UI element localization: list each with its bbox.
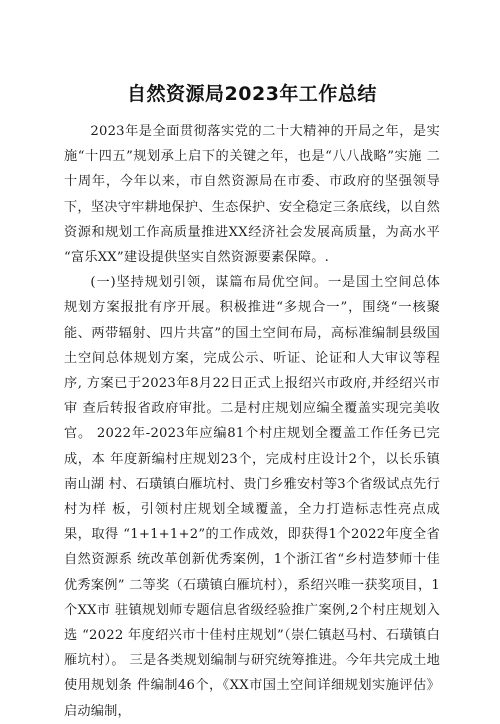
paragraph-planning: (一)坚持规划引领，谋篇布局优空间。一是国土空间总体 规划方案报批有序开展。积极推进“多规合一”，围绕“一核聚 能、两带辐射、四片共富”的国土空间布局，高标准编制县级国 土空间总体规划方案，完成公示、听证、论证和人大审议等程序, 方案已于2023年8月22日正式上报绍兴市政府,并经绍兴市审 查后转报省政府审批。二是村庄规划应编全覆盖实现完美收官。 2022年-2023年应编81个村庄规划全覆盖工作任务已完成，本 年度新编村庄规划23个，完成村庄设计2个，以长乐镇南山湖 村、石璜镇白雁坑村、贵门乡雅安村等3个省级试点先行村为样 板，引领村庄规划全域覆盖，全力打造标志性亮点成果，取得 “1+1+1+2”的工作成效，即获得1个2022年度全省自然资源系 统改革创新优秀案例，1个浙江省“乡村造梦师十佳优秀案例” 二等奖（石璜镇白雁坑村），系绍兴唯一获奖项目，1个XX市 驻镇规划师专题信息省级经验推广案例,2个村庄规划入选 “2022 年度绍兴市十佳村庄规划”（崇仁镇赵马村、石璜镇白雁坑村）。 三是各类规划编制与研究统筹推进。今年共完成土地使用规划条 件编制46个，《XX市国土空间详细规划实施评估》启动编制，: [64, 275, 440, 719]
document-title: 自然资源局2023年工作总结: [127, 83, 377, 105]
paragraph-intro: 2023年是全面贯彻落实党的二十大精神的开局之年，是实 施“十四五”规划承上启下的关键之年，也是“八八战略”实施 二十周年，今年以来，市自然资源局在市委、市政府的坚强领导 下，坚决守牢耕地保护、生态保护、安全稳定三条底线，以自然 资源和规划工作高质量推进XX经济社会发展高质量，为高水平 “富乐XX”建设提供坚实自然资源要素保障。.: [64, 124, 440, 266]
